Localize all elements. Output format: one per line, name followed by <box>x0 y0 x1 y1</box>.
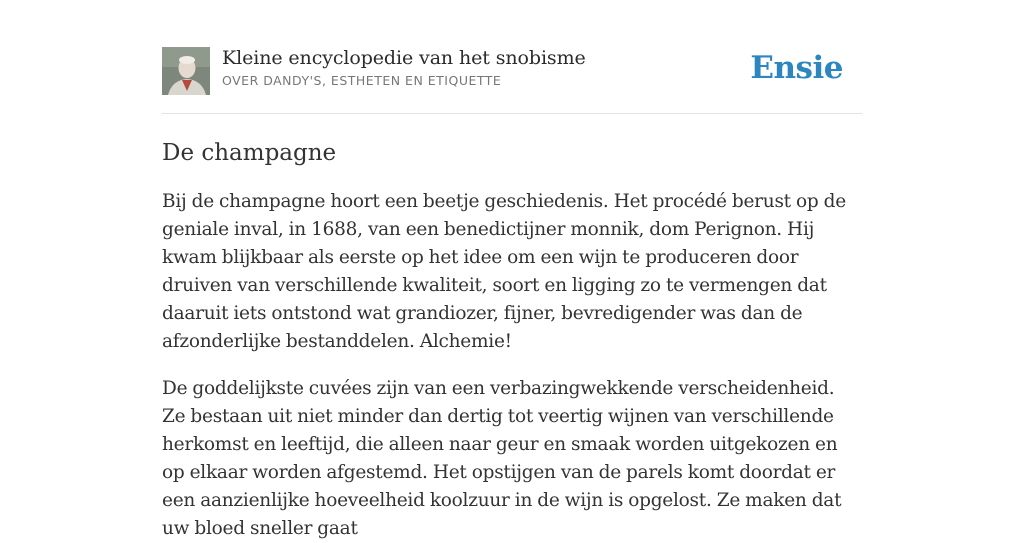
article-title: De champagne <box>162 140 337 166</box>
portrait-image <box>162 47 210 95</box>
site-header <box>162 46 862 114</box>
article-paragraph: De goddelijkste cuvées zijn van een verbazingwekkende verscheidenheid. Ze bestaan uit niet minder dan dertig tot veertig wijnen van verschillende herkomst en leeftijd, die alleen naar geur en smaak worden uitgekozen en op elkaar worden afgestemd. Het opstijgen van de parels komt doordat er een aanzienlijke hoeveelheid koolzuur in de wijn is opgelost. Ze maken dat uw bloed sneller gaat <box>162 378 842 539</box>
page <box>162 0 862 543</box>
article-paragraph: Bij de champagne hoort een beetje geschiedenis. Het procédé berust op de geniale inval, in 1688, van een benedictijner monnik, dom Perignon. Hij kwam blijkbaar als eerste op het idee om een wijn te produceren door druiven van verschillende kwaliteit, soort en ligging zo te vermengen dat daaruit iets ontstond wat grandiozer, fijner, bevredigender was dan de afzonderlijke bestanddelen. Alchemie! <box>162 191 846 352</box>
brand-logo-link[interactable]: Ensie <box>750 50 843 86</box>
avatar[interactable] <box>162 47 210 95</box>
site-titles <box>222 46 586 89</box>
site-title[interactable]: Kleine encyclopedie van het snobisme <box>222 47 586 69</box>
site-subtitle: OVER DANDY'S, ESTHETEN EN ETIQUETTE <box>222 73 502 88</box>
article-body <box>162 188 862 543</box>
